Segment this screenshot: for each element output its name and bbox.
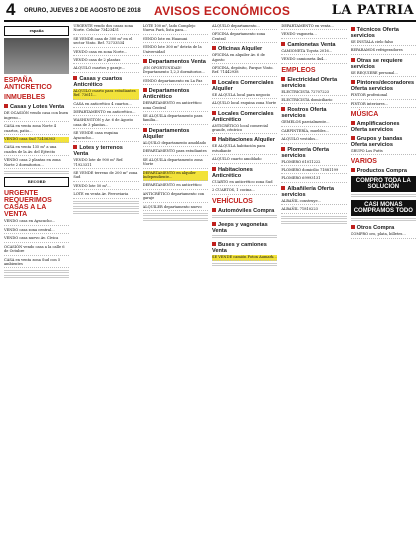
bullet-icon: [281, 77, 285, 81]
bullet-icon: [281, 42, 285, 46]
bullet-icon: [73, 76, 77, 80]
classified-ad: PLOMERO domicilio 71881199: [281, 168, 346, 174]
classified-ad: SE REQUIERE personal...: [351, 71, 416, 77]
bullet-icon: [212, 46, 216, 50]
classified-ad: OCASIÓN vendo casa a la calle 6 de Octubre: [4, 245, 69, 256]
classified-ad: SE VENDE casa esquina Ayacucho...: [73, 131, 138, 142]
classified-ad: ALQUILO departamento amoblado: [143, 141, 208, 147]
classified-ad: ANTICRÉTICO local comercial grande, céntrico: [212, 124, 277, 135]
text-lines: [73, 211, 138, 215]
classified-ad: CAMIONETA Toyota 2016...: [281, 49, 346, 55]
category-heading: Habitaciones Alquiler: [212, 137, 277, 143]
classified-ad: VENDO lote en Huanuni: [143, 37, 208, 43]
text-lines: [73, 206, 138, 210]
category-heading: Otros Compra: [351, 225, 416, 231]
category-heading: Casas y cuartos Anticrético: [73, 75, 123, 88]
classified-ad: ALQUILO cuartos y garaje...: [73, 66, 138, 72]
classified-ad: COMPRO oro, plata, billetes...: [351, 232, 416, 238]
classified-ad: ANTICRÉTICO departamento con garaje: [143, 192, 208, 203]
classified-ad: CASA en anticrético 4 cuartos...: [73, 102, 138, 108]
category-heading: Productos Compra: [351, 168, 416, 174]
classified-ad: GEMELOS parcialmente...: [281, 120, 346, 126]
classified-ad: CASA en venta zona Sud con 5 ambientes: [4, 258, 69, 269]
classified-ad: ALQUILO vestidos...: [281, 137, 346, 143]
classified-ad: ALQUILO local esquina zona Norte: [212, 101, 277, 107]
column-2: [73, 24, 138, 532]
bullet-icon: [351, 136, 355, 140]
category-heading: Amplificaciones Oferta servicios: [350, 121, 400, 134]
category-heading: Oficinas Alquiler: [212, 46, 277, 52]
bullet-icon: [212, 111, 216, 115]
section-vehiculos: VEHÍCULOS: [211, 197, 253, 205]
category-heading: Camionetas Venta: [281, 42, 346, 48]
classified-ad: REPARAMOS refrigeradores: [351, 48, 416, 54]
category-heading: Técnicos Oferta servicios: [350, 27, 399, 39]
section-inmuebles: INMUEBLES: [4, 94, 46, 102]
display-ad-casi-monas: CASI MONAS COMPRAMOS TODO: [351, 200, 416, 216]
classified-ad: SE VENDE terreno de 200 m² zona Sud: [73, 171, 138, 182]
classified-ad: OFICINA, depósito, Parque Vinto. Ref. 71442938: [212, 66, 277, 77]
category-heading: Otras se requiere servicios: [350, 57, 403, 70]
classified-columns: [4, 24, 416, 532]
category-heading: Electricidad Oferta servicios: [281, 76, 338, 89]
text-lines: [143, 213, 208, 217]
text-lines: [4, 270, 69, 274]
classified-ad: SE ALQUILA departamento para familia...: [143, 114, 208, 125]
category-heading: Buses y camiones Venta: [211, 241, 267, 254]
category-heading: Plomería Oferta servicios: [281, 146, 329, 159]
section-empleos: EMPLEOS: [281, 66, 316, 74]
classified-ad: DEPARTAMENTO en anticrético: [143, 183, 208, 189]
classified-ad: PINTOR interiores...: [351, 102, 416, 108]
bullet-icon: [143, 59, 147, 63]
classified-ad: URGENTE vendo dos casas zona Norte. Celular 73423431: [73, 24, 138, 35]
classified-ad: GRUPO Los Putts: [351, 149, 416, 155]
bullet-icon: [212, 80, 216, 84]
column-3: [143, 24, 208, 532]
classified-ad: PINTOR profesional: [351, 93, 416, 99]
highlighted-ad: DEPARTAMENTO en alquiler Independiente...: [143, 171, 208, 182]
category-heading: Departamentos Venta: [143, 59, 208, 65]
classified-ad: LOTE 100 m², lado Complejo Nueva Pará, lista para...: [143, 24, 208, 35]
ad-photo: [4, 38, 69, 74]
classified-ad: ALBAÑIL construye...: [281, 199, 346, 205]
bullet-icon: [351, 80, 355, 84]
text-lines: [4, 171, 69, 175]
classified-ad: LOTE en venta Av. Ferroviaria: [73, 192, 138, 198]
classified-ad: SE INSTALA cielo falso: [351, 40, 416, 46]
classified-ad: ALQUILER departamento nuevo: [143, 205, 208, 211]
classified-ad: SE ALQUILA habitación para estudiante: [212, 144, 277, 155]
highlighted-ad: ALQUILO cuarto para estudiantes Ref. 73611...: [73, 89, 138, 100]
category-heading: Casas y Lotes Venta: [4, 104, 69, 110]
category-heading: Departamentos Anticrético: [142, 88, 190, 101]
classified-ad: SE ALQUILA local para negocio: [212, 93, 277, 99]
classified-ad: VENDO lote de 900 m² Ref. 71923311: [73, 158, 138, 169]
bullet-icon: [281, 186, 285, 190]
bullet-icon: [4, 104, 8, 108]
text-lines: [73, 201, 138, 205]
bullet-icon: [351, 121, 355, 125]
category-heading: Locales Comerciales Alquiler: [211, 79, 274, 92]
bullet-icon: [351, 27, 355, 31]
category-heading: Jeeps y vagonetas Venta: [211, 221, 268, 234]
ad-record-logo: RECORD: [4, 177, 69, 187]
bullet-icon: [212, 222, 216, 226]
classified-ad: ¡EN OPORTUNIDAD! Departamento 1,2,3 dormitorios...: [143, 66, 208, 77]
classified-ad: VENDO lote 300 m² detrás de la Universidad: [143, 45, 208, 56]
bullet-icon: [212, 208, 216, 212]
classified-ad: DEPARTAMENTO para estudiantes: [143, 149, 208, 155]
classified-ad: OFICINA en alquiler Av. 6 de Agosto: [212, 53, 277, 64]
bullet-icon: [281, 147, 285, 151]
classified-ad: VENDO lote 50 m²...: [73, 184, 138, 190]
promo-heading: ESPAÑA ANTICRETICO: [4, 77, 52, 92]
highlighted-ad: SE VENDE camión Foton Aumark...: [212, 255, 277, 261]
category-heading: Locales Comerciales Anticrético: [211, 110, 274, 123]
text-lines: [212, 263, 277, 267]
column-5: [281, 24, 346, 532]
category-heading: Albañilería Oferta servicios: [281, 185, 334, 198]
section-varios: VARIOS: [350, 158, 377, 166]
classified-ad: DEPARTAMENTO en anticrético...: [73, 110, 138, 116]
classified-ad: ALQUILO cuarto amoblado: [212, 157, 277, 163]
column-1: [4, 24, 69, 532]
page-header: [4, 2, 416, 22]
bullet-icon: [212, 242, 216, 246]
classified-ad: OFICINA departamento zona Central: [212, 32, 277, 43]
classified-ad: ELECTRICISTA 72707223: [281, 90, 346, 96]
section-musica: MÚSICA: [350, 111, 379, 119]
ad-urgente: URGENTE REQUERIMOS CASAS A LA VENTA: [4, 190, 52, 219]
highlighted-ad: VENDO casa Sud 72456363: [4, 137, 69, 143]
text-lines: [143, 218, 208, 222]
classified-ad: VENDO casa en Ayacucho...: [4, 219, 69, 225]
column-6: [351, 24, 416, 532]
classified-ad: PLOMERO 61011222: [281, 160, 346, 166]
classified-ad: DEPARTAMENTO en venta...: [281, 24, 346, 30]
column-4: [212, 24, 277, 532]
classified-ad: VENDO casa 2 plantas en zona Norte 2 dormitorios...: [4, 158, 69, 169]
bullet-icon: [351, 58, 355, 62]
classified-ad: SE VENDE casa de 300 m² en el sector Vinto. Ref. 72733534: [73, 37, 138, 48]
category-heading: Automóviles Compra: [212, 208, 277, 214]
category-heading: Habitaciones Anticrético: [211, 166, 253, 179]
display-ad-compro: COMPRO TODA LA SOLUCIÓN: [351, 176, 416, 192]
classified-ad: ELECTRICISTA domiciliario: [281, 98, 346, 104]
ad-logo-espana: españa: [4, 26, 69, 36]
bullet-icon: [143, 128, 147, 132]
section-title: AVISOS ECONÓMICOS: [154, 4, 291, 18]
text-lines: [212, 215, 277, 219]
bullet-icon: [212, 167, 216, 171]
bullet-icon: [351, 225, 355, 229]
text-lines: [351, 218, 416, 222]
classified-ad: 2 CUARTOS, 1 cocina...: [212, 188, 277, 194]
classified-ad: DEPARTAMENTO en anticrético zona Central: [143, 101, 208, 112]
text-lines: [351, 194, 416, 198]
classified-ad: PLOMERO 69993131: [281, 176, 346, 182]
text-lines: [4, 275, 69, 279]
classified-ad: WASHINGTON y Av. 6 de Agosto casa de 3 plantas...: [73, 118, 138, 129]
classified-ad: VENDO casa de 2 plantas: [73, 58, 138, 64]
text-lines: [281, 216, 346, 220]
classified-ad: VENDO camioneta 4x4...: [281, 57, 346, 63]
classified-ad: VENDO vagoneta...: [281, 32, 346, 38]
category-heading: Pintores/decoradores Oferta servicios: [350, 80, 415, 93]
classified-ad: CASA en venta 135 m² a una cuadra de la Av. del Ejército: [4, 145, 69, 156]
classified-ad: VENDO departamento en La Paz: [143, 79, 208, 85]
publication-date: ORURO, JUEVES 2 DE AGOSTO DE 2018: [24, 8, 141, 14]
bullet-icon: [212, 137, 216, 141]
bullet-icon: [351, 168, 355, 172]
category-heading: Grupos y bandas Oferta servicios: [350, 136, 403, 149]
text-lines: [212, 235, 277, 239]
bullet-icon: [281, 107, 285, 111]
classified-ad: VENDO casa zona central...: [4, 228, 69, 234]
classified-ad: VENDO casa nuevo Av. Cívica: [4, 236, 69, 242]
bullet-icon: [73, 145, 77, 149]
classified-ad: VENDO casa en zona Norte...: [73, 50, 138, 56]
classified-ad: ALBAÑIL 71810223: [281, 207, 346, 213]
classified-ad: CARPINTERÍA, muebles...: [281, 129, 346, 135]
category-heading: Lotes y terrenos Venta: [73, 145, 123, 158]
category-heading: Rostros Oferta servicios: [281, 107, 327, 120]
classified-ad: CUARTO en anticrético zona Sud: [212, 180, 277, 186]
classified-ad: SE ALQUILA departamento zona Norte: [143, 158, 208, 169]
page-number: 4: [6, 0, 16, 19]
classified-ad: CASA en venta zona Norte 4 cuartos, patio...: [4, 124, 69, 135]
classified-ad: DE OCASIÓN vendo casa con buen ingreso...: [4, 111, 69, 122]
bullet-icon: [143, 88, 147, 92]
category-heading: Departamentos Alquiler: [142, 127, 190, 140]
text-lines: [281, 221, 346, 225]
classified-ad: ALQUILO departamento...: [212, 24, 277, 30]
newspaper-name: LA PATRIA: [331, 3, 414, 18]
